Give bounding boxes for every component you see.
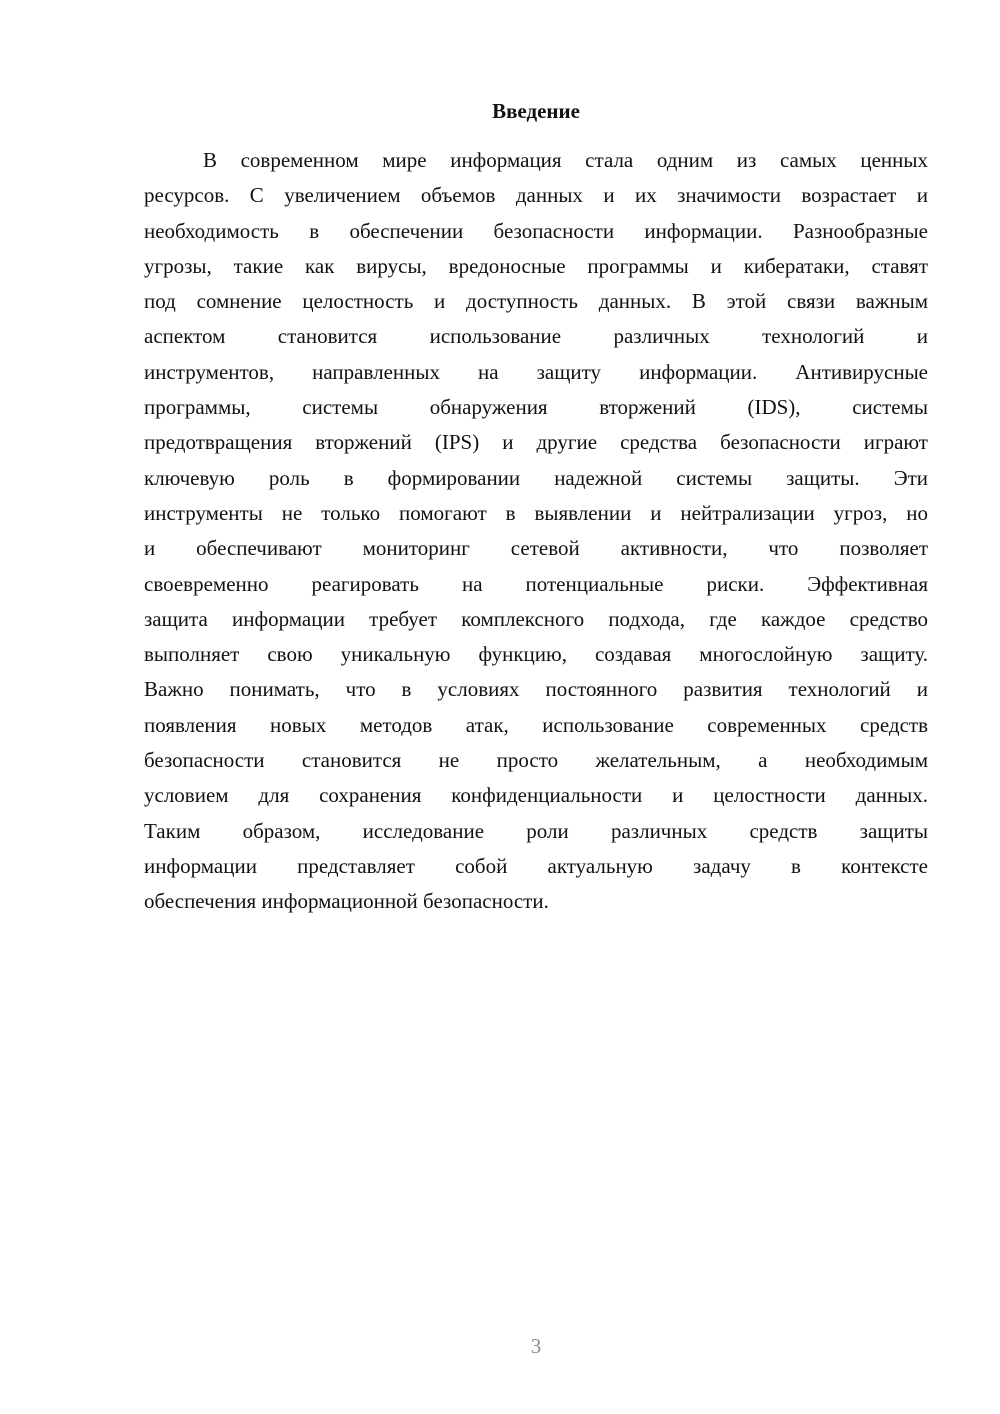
paragraph-line: выполняет свою уникальную функцию, создавая многослойную защиту. xyxy=(144,642,928,667)
paragraph-line: своевременно реагировать на потенциальные риски. Эффективная xyxy=(144,571,928,596)
paragraph-line: условием для сохранения конфиденциальности и целостности данных. xyxy=(144,783,928,808)
paragraph-line: угрозы, такие как вирусы, вредоносные программы и кибератаки, ставят xyxy=(144,253,928,278)
paragraph-line: безопасности становится не просто желательным, а необходимым xyxy=(144,748,928,773)
paragraph-line: программы, системы обнаружения вторжений (IDS), системы xyxy=(144,395,928,420)
introduction-paragraph xyxy=(144,143,928,920)
paragraph-line: Таким образом, исследование роли различных средств защиты xyxy=(144,818,928,843)
paragraph-line: ключевую роль в формировании надежной системы защиты. Эти xyxy=(144,465,928,490)
paragraph-line: обеспечения информационной безопасности. xyxy=(144,889,549,914)
paragraph-line: и обеспечивают мониторинг сетевой активности, что позволяет xyxy=(144,536,928,561)
paragraph-line: необходимость в обеспечении безопасности информации. Разнообразные xyxy=(144,218,928,243)
paragraph-line: под сомнение целостность и доступность данных. В этой связи важным xyxy=(144,289,928,314)
page-number: 3 xyxy=(530,1334,542,1358)
paragraph-line: инструменты не только помогают в выявлении и нейтрализации угроз, но xyxy=(144,500,928,525)
paragraph-line: появления новых методов атак, использование современных средств xyxy=(144,712,928,737)
paragraph-line: аспектом становится использование различных технологий и xyxy=(144,324,928,349)
page-title: Введение xyxy=(492,99,580,123)
paragraph-line: ресурсов. С увеличением объемов данных и их значимости возрастает и xyxy=(144,183,928,208)
paragraph-line: предотвращения вторжений (IPS) и другие средства безопасности играют xyxy=(144,430,928,455)
paragraph-line: инструментов, направленных на защиту информации. Антивирусные xyxy=(144,359,928,384)
paragraph-line: информации представляет собой актуальную задачу в контексте xyxy=(144,853,928,878)
paragraph-line: Важно понимать, что в условиях постоянного развития технологий и xyxy=(144,677,928,702)
paragraph-line: В современном мире информация стала одним из самых ценных xyxy=(203,148,928,172)
paragraph-line: защита информации требует комплексного подхода, где каждое средство xyxy=(144,606,928,631)
